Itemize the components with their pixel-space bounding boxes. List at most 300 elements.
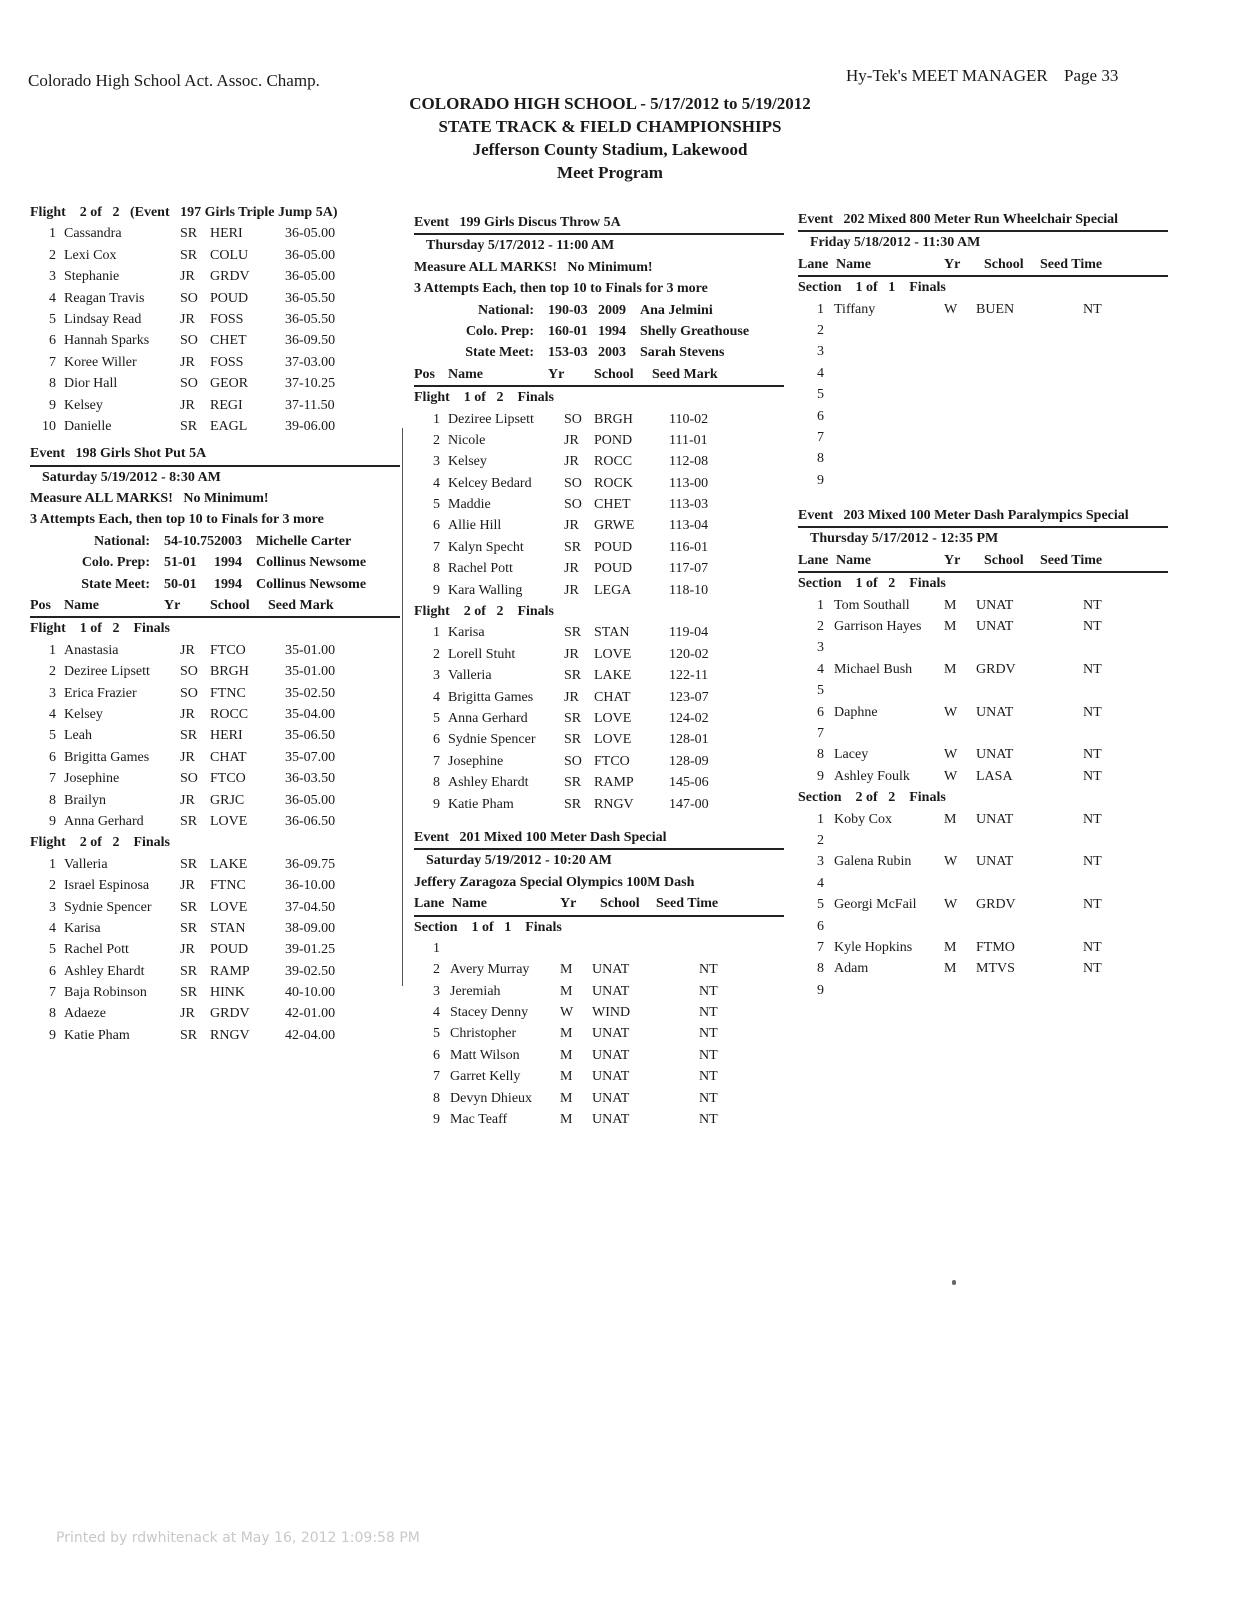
seed: 35-01.00 [285, 664, 336, 680]
position: 2 [817, 619, 824, 635]
year: M [560, 1090, 573, 1106]
event-block-198 [30, 443, 400, 1046]
athlete-name: Daphne [834, 704, 878, 720]
seed: NT [699, 1069, 718, 1085]
record-row [30, 574, 400, 595]
year: SR [180, 813, 198, 829]
school: POUD [210, 942, 249, 958]
position: 4 [433, 1005, 440, 1021]
position: 9 [817, 768, 824, 784]
entry-row [414, 430, 784, 451]
lane-row [798, 766, 1168, 787]
school: FTCO [210, 771, 246, 787]
school: UNAT [592, 1026, 630, 1042]
athlete-name: Anna Gerhard [448, 710, 528, 726]
school: CHET [210, 333, 247, 349]
entry-row [30, 395, 400, 416]
year: SO [180, 333, 198, 349]
column-header: Name [452, 896, 487, 912]
school: UNAT [976, 811, 1014, 827]
entry-row [414, 494, 784, 515]
lane-row [798, 616, 1168, 637]
year: JR [564, 518, 579, 534]
athlete-name: Brigitta Games [448, 689, 534, 705]
column-divider [402, 428, 403, 986]
athlete-name: Devyn Dhieux [450, 1090, 533, 1106]
school: GRDV [976, 897, 1016, 913]
athlete-name: Valleria [448, 668, 492, 684]
position: 4 [817, 661, 824, 677]
school: CHET [594, 497, 631, 513]
lane-row [798, 341, 1168, 362]
record-year: 1994 [214, 555, 242, 571]
entry-row [30, 982, 400, 1003]
position: 6 [49, 749, 56, 765]
athlete-name: Baja Robinson [64, 985, 147, 1001]
position: 7 [817, 939, 824, 955]
athlete-name: Ashley Ehardt [64, 963, 145, 979]
column-header: Name [448, 366, 483, 382]
school: BRGH [594, 411, 633, 427]
seed: 35-07.00 [285, 749, 336, 765]
athlete-name: Mac Teaff [450, 1112, 508, 1128]
year: SO [180, 685, 198, 701]
year: SO [564, 497, 582, 513]
entry-row [30, 811, 400, 832]
position: 8 [817, 747, 824, 763]
school: UNAT [592, 1090, 630, 1106]
position: 2 [817, 832, 824, 848]
school: POND [594, 432, 633, 448]
lane-row [798, 851, 1168, 872]
column-header: Name [64, 598, 99, 614]
year: W [944, 854, 958, 870]
column-header: School [210, 598, 250, 614]
record-mark: 54-10.75 [164, 533, 215, 549]
position: 1 [433, 940, 440, 956]
record-mark: 153-03 [548, 345, 588, 361]
column-headers [798, 254, 1168, 277]
year: SO [180, 771, 198, 787]
lane-row [798, 637, 1168, 658]
seed: 36-09.50 [285, 333, 336, 349]
school: LASA [976, 768, 1013, 784]
position: 5 [817, 897, 824, 913]
position: 7 [817, 725, 824, 741]
position: 4 [49, 706, 56, 722]
position: 4 [433, 475, 440, 491]
lane-row [414, 981, 784, 1002]
seed: 123-07 [669, 689, 709, 705]
year: JR [180, 354, 195, 370]
school: LOVE [594, 732, 632, 748]
school: RAMP [594, 775, 634, 791]
school: GRDV [210, 269, 250, 285]
position: 6 [433, 518, 440, 534]
record-holder: Ana Jelmini [640, 302, 713, 318]
athlete-name: Kalyn Specht [448, 539, 524, 555]
position: 8 [817, 961, 824, 977]
athlete-name: Josephine [64, 771, 120, 787]
lane-row [798, 659, 1168, 680]
year: W [944, 747, 958, 763]
year: SO [564, 753, 582, 769]
position: 1 [817, 811, 824, 827]
athlete-name: Koree Willer [64, 354, 137, 370]
position: 1 [433, 411, 440, 427]
year: M [560, 962, 573, 978]
athlete-name: Ashley Ehardt [448, 775, 529, 791]
year: W [944, 897, 958, 913]
seed: 39-01.25 [285, 942, 336, 958]
record-holder: Shelly Greathouse [640, 323, 750, 339]
year: SR [180, 899, 198, 915]
seed: NT [1083, 704, 1102, 720]
entry-row [30, 352, 400, 373]
school: FTNC [210, 878, 246, 894]
app-name: Hy-Tek's MEET MANAGER [846, 66, 1048, 85]
seed: 116-01 [669, 539, 709, 555]
lane-row [798, 744, 1168, 765]
position: 2 [433, 962, 440, 978]
school: BRGH [210, 664, 249, 680]
year: SR [180, 728, 198, 744]
position: 8 [49, 792, 56, 808]
seed: 35-01.00 [285, 642, 336, 658]
event-datetime: Saturday 5/19/2012 - 8:30 AM [42, 469, 221, 485]
seed: 36-03.50 [285, 771, 336, 787]
athlete-name: Avery Murray [450, 962, 530, 978]
school: LAKE [210, 856, 248, 872]
entry-row [30, 330, 400, 351]
year: M [944, 961, 957, 977]
position: 9 [817, 982, 824, 998]
position: 4 [433, 689, 440, 705]
year: M [560, 1112, 573, 1128]
event-datetime: Thursday 5/17/2012 - 11:00 AM [426, 238, 615, 254]
print-footer: Printed by rdwhitenack at May 16, 2012 1:09:58 PM [56, 1530, 420, 1546]
entry-row [414, 665, 784, 686]
page-number: Page 33 [1064, 66, 1119, 85]
position: 3 [49, 269, 56, 285]
position: 9 [433, 1112, 440, 1128]
column-header: Seed Time [1040, 552, 1103, 568]
column-header: School [984, 552, 1024, 568]
record-year: 1994 [598, 323, 626, 339]
position: 1 [49, 226, 56, 242]
school: GRDV [976, 661, 1016, 677]
position: 7 [817, 429, 824, 445]
entry-list [414, 622, 784, 815]
year: JR [180, 942, 195, 958]
scan-speck [952, 1280, 956, 1285]
school: LOVE [594, 710, 632, 726]
seed: 122-11 [669, 668, 709, 684]
entry-row [30, 288, 400, 309]
entry-list [414, 938, 784, 1131]
year: SO [564, 411, 582, 427]
seed: 117-07 [669, 561, 709, 577]
column-header: Yr [560, 896, 577, 912]
position: 6 [817, 918, 824, 934]
entry-row [414, 794, 784, 815]
record-row [414, 300, 784, 321]
entry-row [30, 854, 400, 875]
athlete-name: Israel Espinosa [64, 878, 150, 894]
page-header-right [846, 66, 1118, 86]
position: 9 [817, 472, 824, 488]
seed: 35-06.50 [285, 728, 336, 744]
entry-row [30, 768, 400, 789]
seed: 36-06.50 [285, 813, 336, 829]
column-headers [30, 595, 400, 618]
school: HERI [210, 226, 243, 242]
year: JR [564, 689, 579, 705]
school: ROCC [594, 454, 633, 470]
athlete-name: Rachel Pott [448, 561, 513, 577]
position: 2 [49, 247, 56, 263]
athlete-name: Georgi McFail [834, 897, 917, 913]
position: 7 [433, 753, 440, 769]
seed: 112-08 [669, 454, 709, 470]
year: SR [564, 625, 582, 641]
school: FTNC [210, 685, 246, 701]
position: 6 [49, 333, 56, 349]
record-year: 1994 [214, 576, 242, 592]
position: 7 [49, 354, 56, 370]
position: 6 [817, 408, 824, 424]
seed: 113-00 [669, 475, 709, 491]
entry-row [30, 747, 400, 768]
event-datetime: Saturday 5/19/2012 - 10:20 AM [426, 853, 612, 869]
athlete-name: Tom Southall [834, 597, 910, 613]
event-title: Event 198 Girls Shot Put 5A [30, 443, 400, 466]
entry-list [798, 809, 1168, 1002]
position: 8 [433, 1090, 440, 1106]
athlete-name: Galena Rubin [834, 854, 912, 870]
lane-row [798, 809, 1168, 830]
seed: 36-09.75 [285, 856, 336, 872]
athlete-name: Kelsey [64, 706, 103, 722]
school: POUD [594, 539, 633, 555]
record-row [414, 321, 784, 342]
position: 3 [49, 685, 56, 701]
position: 5 [433, 1026, 440, 1042]
year: M [560, 1026, 573, 1042]
position: 8 [433, 561, 440, 577]
school: HINK [210, 985, 245, 1001]
position: 8 [49, 1006, 56, 1022]
seed: NT [1083, 301, 1102, 317]
event-note: 3 Attempts Each, then top 10 to Finals for 3 more [30, 512, 324, 528]
year: SR [180, 247, 198, 263]
school: FTCO [594, 753, 630, 769]
seed: 36-05.50 [285, 290, 336, 306]
section-heading: Section 2 of 2 Finals [798, 790, 946, 806]
entry-row [30, 1025, 400, 1046]
year: SR [564, 732, 582, 748]
seed: 36-05.50 [285, 311, 336, 327]
seed: 37-03.00 [285, 354, 336, 370]
column-header: Name [836, 552, 871, 568]
school: STAN [594, 625, 630, 641]
athlete-name: Matt Wilson [450, 1047, 520, 1063]
year: JR [180, 269, 195, 285]
year: JR [180, 311, 195, 327]
athlete-name: Allie Hill [448, 518, 502, 534]
seed: 39-06.00 [285, 418, 336, 434]
school: HERI [210, 728, 243, 744]
athlete-name: Kara Walling [448, 582, 523, 598]
title-line: Jefferson County Stadium, Lakewood [472, 140, 748, 159]
position: 9 [49, 813, 56, 829]
column-header: School [600, 896, 640, 912]
column-left [30, 202, 400, 1046]
position: 5 [817, 387, 824, 403]
school: LAKE [594, 668, 632, 684]
school: GEOR [210, 376, 249, 392]
record-label: Colo. Prep: [465, 323, 534, 339]
year: JR [564, 561, 579, 577]
record-mark: 160-01 [548, 323, 588, 339]
year: SR [180, 963, 198, 979]
position: 9 [433, 796, 440, 812]
position: 1 [433, 625, 440, 641]
entry-row [414, 558, 784, 579]
school: FOSS [210, 354, 244, 370]
year: SR [564, 796, 582, 812]
record-holder: Michelle Carter [256, 533, 352, 549]
school: MTVS [976, 961, 1015, 977]
entry-row [414, 622, 784, 643]
athlete-name: Stacey Denny [450, 1005, 529, 1021]
year: SR [180, 920, 198, 936]
seed: NT [1083, 768, 1102, 784]
position: 7 [433, 539, 440, 555]
lane-row [414, 959, 784, 980]
record-holder: Sarah Stevens [640, 345, 725, 361]
record-row [30, 552, 400, 573]
year: SR [180, 985, 198, 1001]
lane-row [414, 1045, 784, 1066]
event-title: Event 201 Mixed 100 Meter Dash Special [414, 827, 784, 850]
position: 6 [433, 732, 440, 748]
school: GRDV [210, 1006, 250, 1022]
school: GRWE [594, 518, 635, 534]
position: 2 [49, 664, 56, 680]
column-headers [798, 550, 1168, 573]
seed: 35-02.50 [285, 685, 336, 701]
athlete-name: Adam [834, 961, 869, 977]
seed: 36-05.00 [285, 269, 336, 285]
athlete-name: Reagan Travis [64, 290, 145, 306]
entry-list [30, 854, 400, 1047]
athlete-name: Rachel Pott [64, 942, 129, 958]
event-datetime: Friday 5/18/2012 - 11:30 AM [810, 235, 981, 251]
lane-row [798, 937, 1168, 958]
athlete-name: Kelsey [64, 397, 103, 413]
school: REGI [210, 397, 243, 413]
year: W [560, 1005, 574, 1021]
year: SO [180, 376, 198, 392]
position: 7 [433, 1069, 440, 1085]
seed: 118-10 [669, 582, 709, 598]
lane-row [798, 894, 1168, 915]
seed: NT [1083, 811, 1102, 827]
year: SR [564, 539, 582, 555]
athlete-name: Ashley Foulk [834, 768, 910, 784]
lane-row [414, 1023, 784, 1044]
year: M [560, 1047, 573, 1063]
athlete-name: Lacey [834, 747, 869, 763]
seed: 120-02 [669, 646, 709, 662]
event-note: Measure ALL MARKS! No Minimum! [30, 491, 269, 507]
year: JR [180, 878, 195, 894]
year: SO [180, 290, 198, 306]
seed: 37-11.50 [285, 397, 335, 413]
school: POUD [210, 290, 249, 306]
athlete-name: Josephine [448, 753, 504, 769]
position: 1 [817, 597, 824, 613]
athlete-name: Christopher [450, 1026, 517, 1042]
position: 2 [49, 878, 56, 894]
athlete-name: Anastasia [64, 642, 119, 658]
seed: NT [699, 1090, 718, 1106]
year: SR [564, 775, 582, 791]
column-headers [414, 364, 784, 387]
position: 9 [49, 397, 56, 413]
record-holder: Collinus Newsome [256, 576, 367, 592]
seed: NT [699, 962, 718, 978]
athlete-name: Lexi Cox [64, 247, 117, 263]
column-header: Lane [798, 256, 829, 272]
flight-heading: Flight 2 of 2 Finals [414, 604, 555, 620]
seed: NT [1083, 961, 1102, 977]
record-year: 2009 [598, 302, 626, 318]
column-header: School [984, 256, 1024, 272]
position: 2 [433, 646, 440, 662]
event-title: Event 203 Mixed 100 Meter Dash Paralympics Special [798, 505, 1168, 528]
school: STAN [210, 920, 246, 936]
year: JR [564, 582, 579, 598]
entry-row [414, 515, 784, 536]
column-headers [414, 893, 784, 916]
column-header: Seed Mark [268, 598, 334, 614]
event-block-201 [414, 827, 784, 1130]
entry-row [30, 309, 400, 330]
school: RNGV [210, 1027, 250, 1043]
year: JR [564, 432, 579, 448]
athlete-name: Hannah Sparks [64, 333, 150, 349]
entry-row [30, 704, 400, 725]
athlete-name: Kelsey [448, 454, 487, 470]
event-block-203 [798, 505, 1168, 1001]
school: LEGA [594, 582, 632, 598]
lane-row [798, 363, 1168, 384]
athlete-name: Katie Pham [448, 796, 514, 812]
column-header: Yr [548, 366, 565, 382]
year: M [944, 811, 957, 827]
year: JR [180, 706, 195, 722]
title-line: STATE TRACK & FIELD CHAMPIONSHIPS [438, 117, 782, 136]
page-header-left: Colorado High School Act. Assoc. Champ. [28, 71, 320, 90]
year: M [944, 619, 957, 635]
year: SR [564, 710, 582, 726]
lane-row [798, 680, 1168, 701]
position: 6 [49, 963, 56, 979]
entry-list [30, 223, 400, 437]
school: UNAT [592, 1112, 630, 1128]
